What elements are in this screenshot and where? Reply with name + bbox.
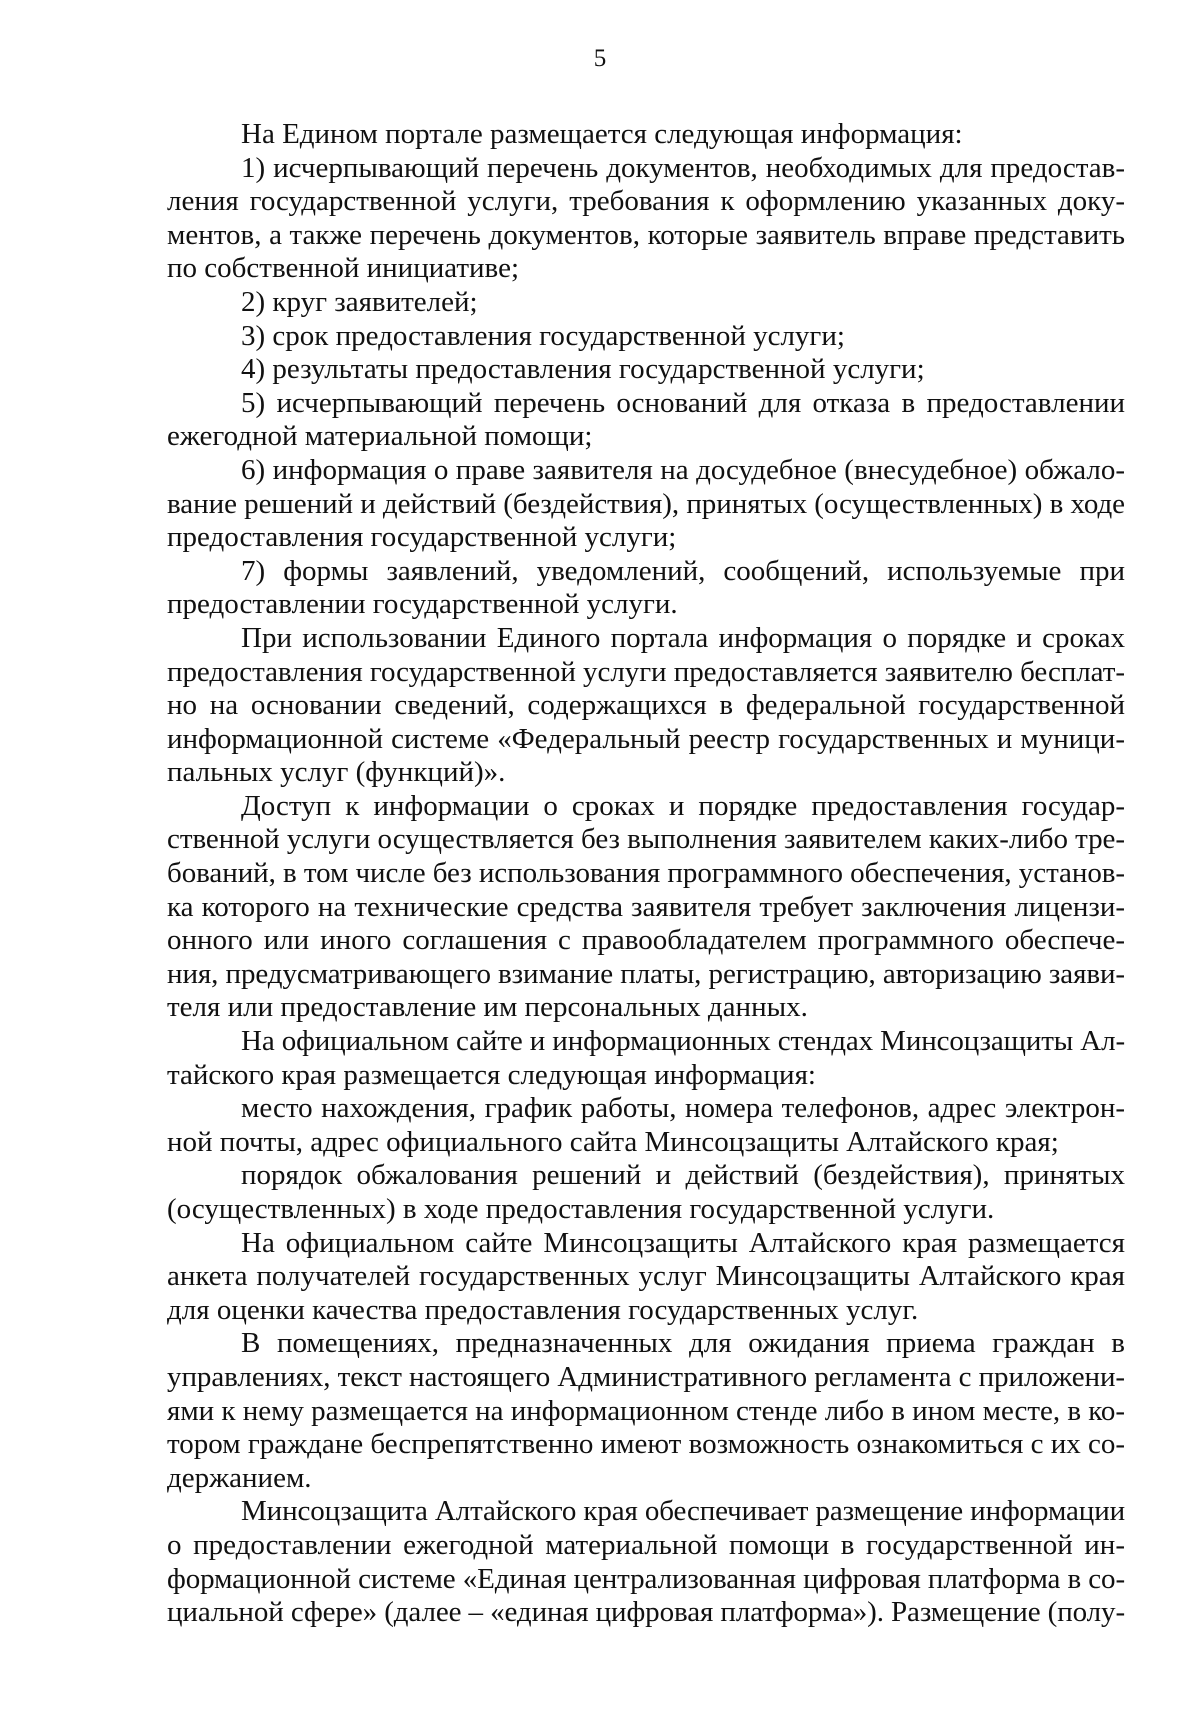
text-line: анкета получателей государственных услуг Минсоцзащиты Алтайского края [167, 1260, 1125, 1293]
text-line: На официальном сайте Минсоцзащиты Алтайского края размещается [241, 1226, 1125, 1259]
text-line: ями к нему размещается на информационном стенде либо в ином месте, в ко- [167, 1394, 1126, 1427]
text-line: информационной системе «Федеральный реестр государственных и муници- [167, 722, 1125, 755]
text-line: ления государственной услуги, требования к оформлению указанных доку- [167, 185, 1125, 218]
text-line: На официальном сайте и информационных стендах Минсоцзащиты Ал- [241, 1025, 1126, 1058]
text-line: управлениях, текст настоящего Административного регламента с приложени- [167, 1360, 1126, 1393]
text-line: формационной системе «Единая централизованная цифровая платформа в со- [167, 1562, 1126, 1595]
text-line: предоставления государственной услуги; [167, 521, 677, 554]
text-line: 2) круг заявителей; [241, 285, 478, 318]
text-line: 6) информация о праве заявителя на досудебное (внесудебное) обжало- [241, 453, 1125, 486]
text-line: но на основании сведений, содержащихся в федеральной государственной [167, 689, 1125, 722]
text-line: 1) исчерпывающий перечень документов, необходимых для предостав- [241, 151, 1125, 184]
text-line: место нахождения, график работы, номера телефонов, адрес электрон- [241, 1092, 1125, 1125]
text-line: 3) срок предоставления государственной услуги; [241, 319, 845, 352]
text-line: 5) исчерпывающий перечень оснований для отказа в предоставлении [241, 386, 1125, 419]
text-line: по собственной инициативе; [167, 252, 520, 285]
text-line: (осуществленных) в ходе предоставления государственной услуги. [167, 1193, 995, 1225]
text-line: 4) результаты предоставления государственной услуги; [241, 353, 925, 386]
text-line: ежегодной материальной помощи; [167, 420, 593, 453]
text-line: ной почты, адрес официального сайта Минсоцзащиты Алтайского края; [167, 1125, 1059, 1158]
text-line: порядок обжалования решений и действий (бездействия), принятых [241, 1159, 1125, 1192]
text-line: Минсоцзащита Алтайского края обеспечивает размещение информации [241, 1495, 1126, 1528]
text-line: для оценки качества предоставления государственных услуг. [167, 1293, 919, 1326]
text-line: онного или иного соглашения с правообладателем программного обеспече- [167, 924, 1125, 957]
page-number: 5 [593, 45, 607, 72]
text-line: о предоставлении ежегодной материальной помощи в государственной ин- [167, 1528, 1125, 1561]
text-line: тором граждане беспрепятственно имеют возможность ознакомиться с их со- [167, 1428, 1126, 1461]
text-line: При использовании Единого портала информация о порядке и сроках [241, 621, 1125, 654]
text-line: держанием. [167, 1461, 312, 1494]
text-line: предоставлении государственной услуги. [167, 588, 678, 621]
text-line: ственной услуги осуществляется без выполнения заявителем каких-либо тре- [167, 823, 1125, 856]
text-line: ния, предусматривающего взимание платы, регистрацию, авторизацию заяви- [167, 957, 1125, 990]
text-line: пальных услуг (функций)». [167, 756, 506, 789]
document-body [167, 118, 1125, 1630]
text-line: предоставления государственной услуги предоставляется заявителю бесплат- [167, 655, 1125, 688]
text-line: теля или предоставление им персональных данных. [167, 991, 808, 1024]
text-line: вание решений и действий (бездействия), принятых (осуществленных) в ходе [167, 487, 1126, 520]
text-line: ментов, а также перечень документов, которые заявитель вправе представить [167, 218, 1125, 251]
text-line: 7) формы заявлений, уведомлений, сообщений, используемые при [241, 554, 1125, 587]
text-line: Доступ к информации о сроках и порядке предоставления государ- [241, 789, 1125, 822]
text-line: тайского края размещается следующая информация: [167, 1058, 816, 1091]
text-line: бований, в том числе без использования программного обеспечения, установ- [167, 857, 1126, 890]
text-line: На Едином портале размещается следующая информация: [241, 118, 963, 150]
text-line: ка которого на технические средства заявителя требует заключения лицензи- [167, 890, 1125, 923]
text-line: циальной сфере» (далее – «единая цифровая платформа»). Размещение (полу- [167, 1596, 1126, 1629]
text-line: В помещениях, предназначенных для ожидания приема граждан в [241, 1327, 1125, 1360]
